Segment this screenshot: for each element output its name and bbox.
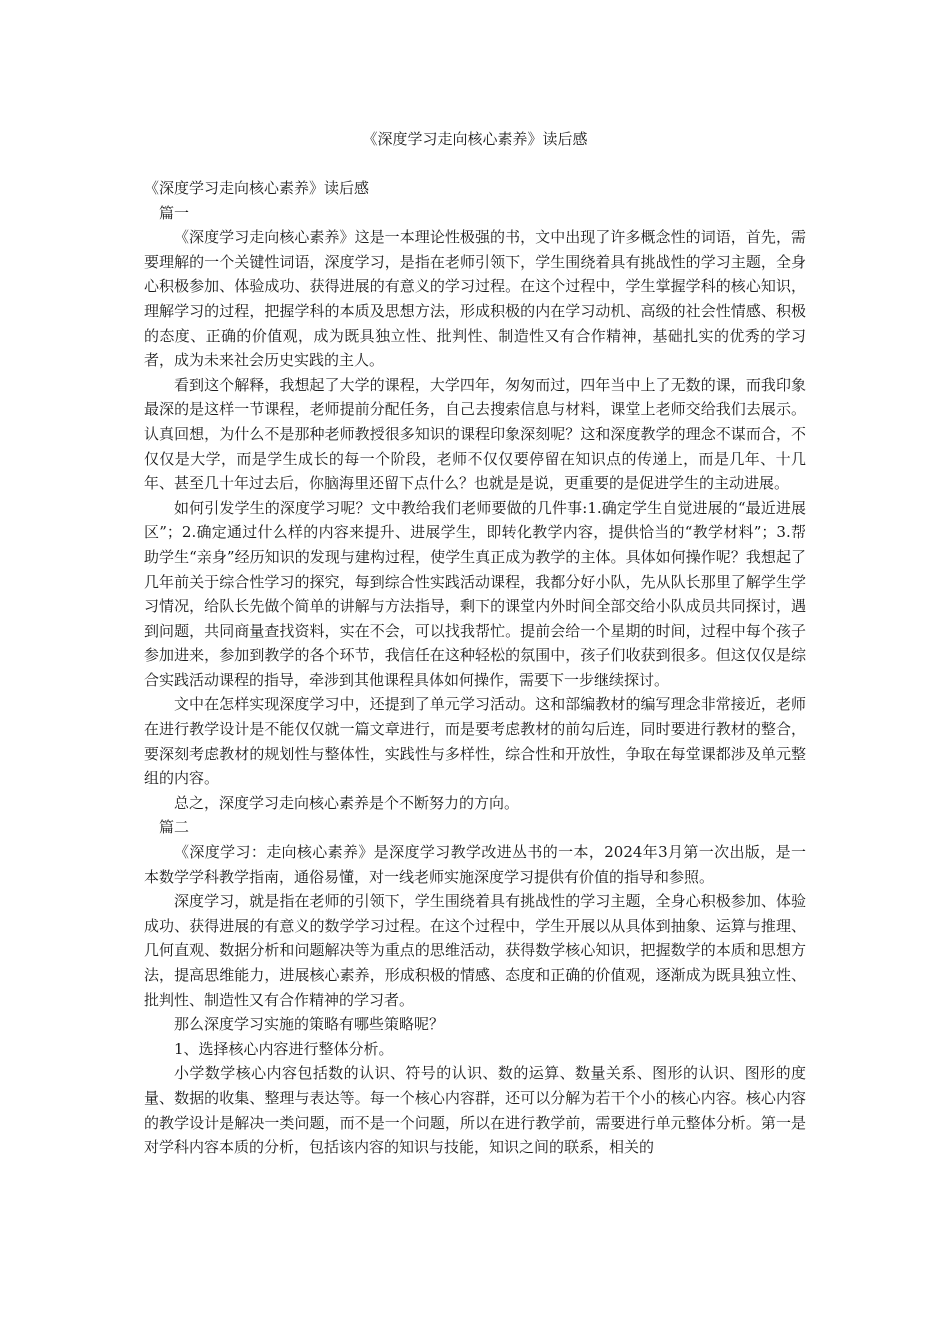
paragraph: 总之，深度学习走向核心素养是个不断努力的方向。 xyxy=(174,793,520,812)
document-body xyxy=(144,176,806,1160)
paragraph: 深度学习，就是指在老师的引领下，学生围绕着具有挑战性的学习主题，全身心积极参加、体验成功、获得进展的有意义的数学学习过程。在这个过程中，学生开展以从具体到抽象、运算与推理、几何直观、数据分析和问题解决等为重点的思维活动，获得数学核心知识，把握数学的本质和思想方法，提高思维能力，进展核心素养，形成积极的情感、态度和正确的价值观，逐渐成为既具独立性、批判性、制造性又有合作精神的学习者。 xyxy=(144,892,806,1009)
paragraph: 《深度学习走向核心素养》这是一本理论性极强的书，文中出现了许多概念性的词语，首先，需要理解的一个关键性词语，深度学习，是指在老师引领下，学生围绕着具有挑战性的学习主题，全身心积极参加、体验成功、获得进展的有意义的学习过程。在这个过程中，学生掌握学科的核心知识，理解学习的过程，把握学科的本质及思想方法，形成积极的内在学习动机、高级的社会性情感、积极的态度、正确的价值观，成为既具独立性、批判性、制造性又有合作精神，基础扎实的优秀的学习者，成为未来社会历史实践的主人。 xyxy=(144,228,806,370)
paragraph: 看到这个解释，我想起了大学的课程，大学四年，匆匆而过，四年当中上了无数的课，而我印象最深的是这样一节课程，老师提前分配任务，自己去搜索信息与材料，课堂上老师交给我们去展示。认真回想，为什么不是那种老师教授很多知识的课程印象深刻呢？这和深度教学的理念不谋而合，不仅仅是大学，而是学生成长的每一个阶段，老师不仅仅要停留在知识点的传递上，而是几年、十几年、甚至几十年过去后，你脑海里还留下点什么？也就是是说，更重要的是促进学生的主动进展。 xyxy=(144,375,806,493)
item-heading: 1、选择核心内容进行整体分析。 xyxy=(174,1039,394,1058)
section-label-2: 篇二 xyxy=(159,818,190,837)
paragraph: 小学数学核心内容包括数的认识、符号的认识、数的运算、数量关系、图形的认识、图形的度量、数据的收集、整理与表达等。每一个核心内容群，还可以分解为若干个小的核心内容。核心内容的教学设计是解决一类问题，而不是一个问题，所以在进行教学前，需要进行单元整体分析。第一是对学科内容本质的分析，包括该内容的知识与技能，知识之间的联系，相关的 xyxy=(144,1064,806,1157)
paragraph: 如何引发学生的深度学习呢？文中教给我们老师要做的几件事:1.确定学生自觉进展的“最近进展区”；2.确定通过什么样的内容来提升、进展学生，即转化教学内容，提供恰当的“教学材料”；3.帮助学生“亲身”经历知识的发现与建构过程，使学生真正成为教学的主体。具体如何操作呢？我想起了几年前关于综合性学习的探究，每到综合性实践活动课程，我都分好小队，先从队长那里了解学生学习情况，给队长先做个简单的讲解与方法指导，剩下的课堂内外时间全部交给小队成员共同探讨，遇到问题，共同商量查找资料，实在不会，可以找我帮忙。提前会给一个星期的时间，过程中每个孩子参加进来，参加到教学的各个环节，我信任在这种轻松的氛围中，孩子们收获到很多。但这仅仅是综合实践活动课程的指导，牵涉到其他课程具体如何操作，需要下一步继续探讨。 xyxy=(144,498,806,689)
paragraph: 文中在怎样实现深度学习中，还提到了单元学习活动。这和部编教材的编写理念非常接近，老师在进行教学设计是不能仅仅就一篇文章进行，而是要考虑教材的前勾后连，同时要进行教材的整合，要深刻考虑教材的规划性与整体性，实践性与多样性，综合性和开放性，争取在每堂课都涉及单元整组的内容。 xyxy=(144,695,806,788)
paragraph: 那么深度学习实施的策略有哪些策略呢？ xyxy=(174,1015,445,1034)
paragraph: 《深度学习：走向核心素养》是深度学习教学改进丛书的一本，2024年3月第一次出版，是一本数学学科教学指南，通俗易懂，对一线老师实施深度学习提供有价值的指导和参照。 xyxy=(144,843,806,886)
section-label-1: 篇一 xyxy=(159,203,190,222)
document-title: 《深度学习走向核心素养》读后感 xyxy=(362,130,588,148)
document-heading: 《深度学习走向核心素养》读后感 xyxy=(144,179,370,197)
